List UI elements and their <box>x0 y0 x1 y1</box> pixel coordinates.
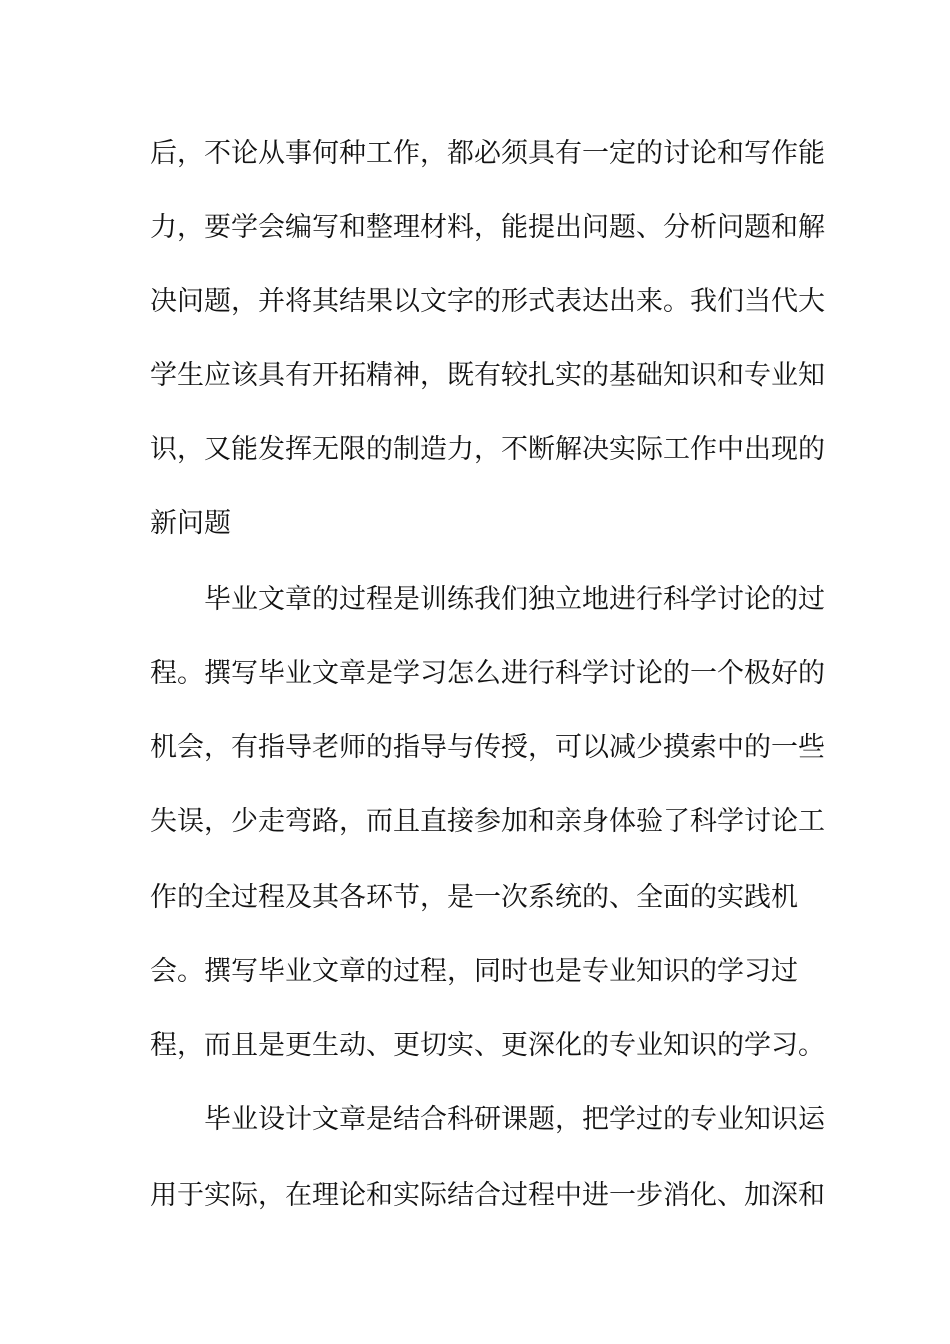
text-line: 学生应该具有开拓精神，既有较扎实的基础知识和专业知 <box>150 360 825 391</box>
text-line: 失误，少走弯路，而且直接参加和亲身体验了科学讨论工 <box>150 806 825 837</box>
text-line: 识，又能发挥无限的制造力，不断解决实际工作中出现的 <box>150 434 825 465</box>
text-line: 新问题 <box>150 508 231 539</box>
text-line: 作的全过程及其各环节，是一次系统的、全面的实践机 <box>150 882 798 913</box>
text-line: 程，而且是更生动、更切实、更深化的专业知识的学习。 <box>150 1030 825 1061</box>
text-line: 机会，有指导老师的指导与传授，可以减少摸索中的一些 <box>150 732 825 763</box>
text-line: 力，要学会编写和整理材料，能提出问题、分析问题和解 <box>150 212 825 243</box>
text-line: 会。撰写毕业文章的过程，同时也是专业知识的学习过 <box>150 956 798 987</box>
text-line: 程。撰写毕业文章是学习怎么进行科学讨论的一个极好的 <box>150 658 825 689</box>
paragraph-start-line: 毕业文章的过程是训练我们独立地进行科学讨论的过 <box>204 584 825 615</box>
text-line: 用于实际，在理论和实际结合过程中进一步消化、加深和 <box>150 1180 825 1211</box>
text-line: 后，不论从事何种工作，都必须具有一定的讨论和写作能 <box>150 138 825 169</box>
text-line: 决问题，并将其结果以文字的形式表达出来。我们当代大 <box>150 286 825 317</box>
paragraph-start-line: 毕业设计文章是结合科研课题，把学过的专业知识运 <box>204 1104 825 1135</box>
